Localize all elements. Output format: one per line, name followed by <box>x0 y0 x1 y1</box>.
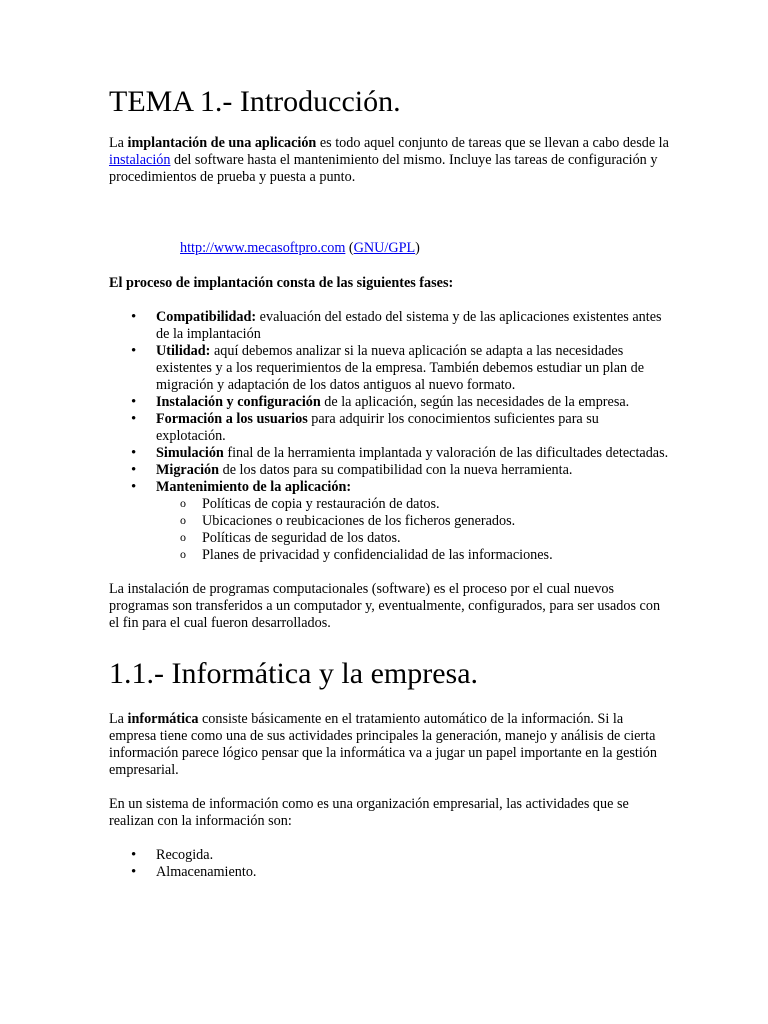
phase-label: Instalación y configuración <box>156 394 321 410</box>
intro-text-1: La <box>109 135 128 151</box>
install-paragraph: La instalación de programas computacionales (software) es el proceso por el cual nuevos programas son transferidos a un computador y, eventualmente, configurados, para ser usados con el fin para el cual fueron desarrollados. <box>109 581 661 631</box>
phase-label: Mantenimiento de la aplicación: <box>156 479 352 495</box>
intro-bold-term: implantación de una aplicación <box>127 135 317 151</box>
list-item <box>109 479 669 564</box>
activities-list <box>109 847 669 881</box>
phase-label: Compatibilidad: <box>156 309 257 325</box>
list-item: • Recogida. <box>109 847 669 864</box>
phase-text: de la aplicación, según las necesidades de la empresa. <box>320 394 630 410</box>
list-item <box>109 445 669 462</box>
sublist-item: o Políticas de copia y restauración de datos. <box>156 496 669 513</box>
phase-text: evaluación del estado del sistema y de las aplicaciones existentes antes de la implantación <box>156 309 662 342</box>
document-body <box>109 84 669 881</box>
informatica-paragraph <box>109 711 669 779</box>
info-text-2: consiste básicamente en el tratamiento automático de la información. Si la empresa tiene como una de sus actividades principales la generación, manejo y análisis de cierta información parece lógico pensar que la informática va a jugar un papel importante en la gestión empresarial. <box>109 711 657 778</box>
info-text-1: La <box>109 711 128 727</box>
list-item <box>109 411 669 445</box>
source-close-paren: ) <box>415 240 420 256</box>
gnu-gpl-link[interactable]: GNU/GPL <box>353 240 416 256</box>
intro-text-2: es todo aquel conjunto de tareas que se llevan a cabo desde la <box>316 135 669 151</box>
sublist-item: o Ubicaciones o reubicaciones de los ficheros generados. <box>156 513 669 530</box>
list-item <box>109 462 669 479</box>
phase-label: Formación a los usuarios <box>156 411 308 427</box>
list-item <box>109 309 669 343</box>
intro-paragraph <box>109 135 669 186</box>
phase-label: Simulación <box>156 445 224 461</box>
phase-text: final de la herramienta implantada y valoración de las dificultades detectadas. <box>223 445 669 461</box>
list-item <box>109 343 669 394</box>
instalacion-link[interactable]: instalación <box>109 152 171 168</box>
intro-text-3: del software hasta el mantenimiento del mismo. Incluye las tareas de configuración y procedimientos de prueba y puesta a punto. <box>109 152 658 185</box>
info-bold-term: informática <box>127 711 199 727</box>
list-item: • Almacenamiento. <box>109 864 669 881</box>
list-item <box>109 394 669 411</box>
heading-tema-1: TEMA 1.- Introducción. <box>109 85 401 118</box>
sublist-item: o Políticas de seguridad de los datos. <box>156 530 669 547</box>
phase-text: aquí debemos analizar si la nueva aplicación se adapta a las necesidades existentes y a los requerimientos de la empresa. También debemos estudiar un plan de migración y adaptación de los datos antiguos al nuevo formato. <box>156 343 645 393</box>
source-open-paren: ( <box>345 240 354 256</box>
heading-informatica-empresa: 1.1.- Informática y la empresa. <box>109 657 479 690</box>
phase-text: de los datos para su compatibilidad con la nueva herramienta. <box>219 462 573 478</box>
phases-title-text: El proceso de implantación consta de las siguientes fases: <box>109 275 454 291</box>
mecasoftpro-link[interactable]: http://www.mecasoftpro.com <box>180 240 346 256</box>
phase-text: para adquirir los conocimientos suficientes para su explotación. <box>156 411 599 444</box>
activities-intro-paragraph: En un sistema de información como es una organización empresarial, las actividades que se realizan con la información son: <box>109 796 629 829</box>
sublist-item: o Planes de privacidad y confidencialidad de las informaciones. <box>156 547 669 564</box>
image-placeholder-space <box>109 186 669 240</box>
phase-label: Migración <box>156 462 220 478</box>
phases-title <box>109 275 669 292</box>
phase-label: Utilidad: <box>156 343 211 359</box>
maintenance-sublist <box>156 496 669 564</box>
source-line <box>109 240 669 257</box>
phases-list <box>109 309 669 564</box>
